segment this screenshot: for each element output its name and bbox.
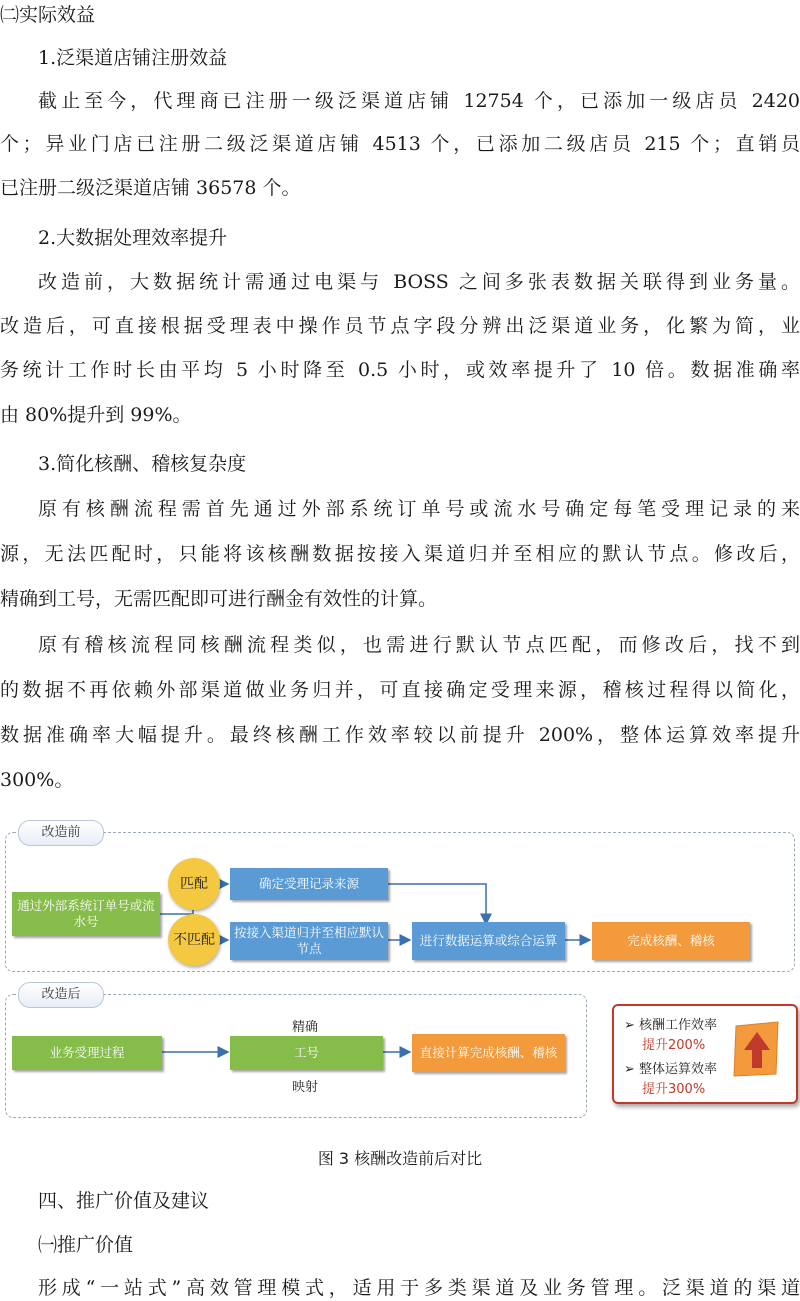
- merge-box: 按接入渠道归并至相应默认节点: [230, 922, 388, 960]
- confirm-box: 确定受理记录来源: [230, 868, 388, 900]
- section-heading: 四、推广价值及建议: [38, 1190, 210, 1212]
- paragraph-line: 的数据不再依赖外部渠道做业务归并，可直接确定受理来源，稽核过程得以简化，: [0, 679, 800, 701]
- paragraph-line: 300%。: [0, 769, 74, 791]
- paragraph-line: 由 80%提升到 99%。: [0, 404, 192, 426]
- compute-box: 进行数据运算或综合运算: [412, 922, 565, 960]
- efficiency-label-1: 核酬工作效率: [639, 1018, 718, 1033]
- process-box: 业务受理过程: [12, 1036, 162, 1070]
- sub-heading: ㈠推广价值: [38, 1234, 134, 1256]
- efficiency-label-2: 整体运算效率: [639, 1062, 718, 1077]
- arrow-confirm-compute: [388, 884, 486, 924]
- efficiency-value-2: 提升300%: [642, 1082, 706, 1097]
- paragraph-line: 原有核酬流程需首先通过外部系统订单号或流水号确定每笔受理记录的来: [38, 498, 800, 520]
- efficiency-item-1: [624, 1014, 717, 1033]
- direct-box: 直接计算完成核酬、稽核: [412, 1034, 565, 1072]
- before-tab: 改造前: [18, 820, 104, 846]
- up-arrow-icon: [732, 1020, 782, 1078]
- bullet-icon: ➢: [624, 1062, 635, 1077]
- paragraph-line: 原有稽核流程同核酬流程类似，也需进行默认节点匹配，而修改后，找不到: [38, 634, 800, 656]
- paragraph-line: 截止至今，代理商已注册一级泛渠道店铺 12754 个，已添加一级店员 2420: [38, 90, 800, 112]
- paragraph-line: 个；异业门店已注册二级泛渠道店铺 4513 个，已添加二级店员 215 个；直销员: [0, 133, 800, 155]
- paragraph-line: 源，无法匹配时，只能将该核酬数据按接入渠道归并至相应的默认节点。修改后，: [0, 543, 800, 565]
- paragraph-line: 数据准确率大幅提升。最终核酬工作效率较以前提升 200%，整体运算效率提升: [0, 724, 800, 746]
- item-title: 3.简化核酬、稽核复杂度: [38, 453, 247, 475]
- nomatch-circle: 不匹配: [168, 914, 220, 966]
- paragraph-line: 形成“一站式”高效管理模式，适用于多类渠道及业务管理。泛渠道的渠道: [38, 1277, 800, 1299]
- section-heading: ㈡实际效益: [0, 4, 96, 26]
- paragraph-line: 已注册二级泛渠道店铺 36578 个。: [0, 177, 301, 199]
- done-box: 完成核酬、稽核: [592, 922, 750, 960]
- paragraph-line: 精确到工号，无需匹配即可进行酬金有效性的计算。: [0, 588, 438, 610]
- after-tab: 改造后: [18, 982, 104, 1008]
- item-title: 1.泛渠道店铺注册效益: [38, 47, 228, 69]
- paragraph-line: 务统计工作时长由平均 5 小时降至 0.5 小时，或效率提升了 10 倍。数据准确率: [0, 359, 800, 381]
- mapping-label: 映射: [292, 1080, 319, 1095]
- source-box: 通过外部系统订单号或流水号: [12, 892, 160, 936]
- efficiency-value-1: 提升200%: [642, 1038, 706, 1053]
- bullet-icon: ➢: [624, 1018, 635, 1033]
- jobno-box: 工号: [230, 1036, 383, 1070]
- item-title: 2.大数据处理效率提升: [38, 227, 228, 249]
- paragraph-line: 改造后，可直接根据受理表中操作员节点字段分辨出泛渠道业务，化繁为简，业: [0, 315, 800, 337]
- efficiency-box: [612, 1004, 798, 1104]
- figure-caption: 图 3 核酬改造前后对比: [317, 1149, 483, 1168]
- match-circle: 匹配: [168, 858, 220, 910]
- efficiency-item-2: [624, 1058, 717, 1077]
- paragraph-line: 改造前，大数据统计需通过电渠与 BOSS 之间多张表数据关联得到业务量。: [38, 271, 800, 293]
- precise-label: 精确: [292, 1020, 319, 1035]
